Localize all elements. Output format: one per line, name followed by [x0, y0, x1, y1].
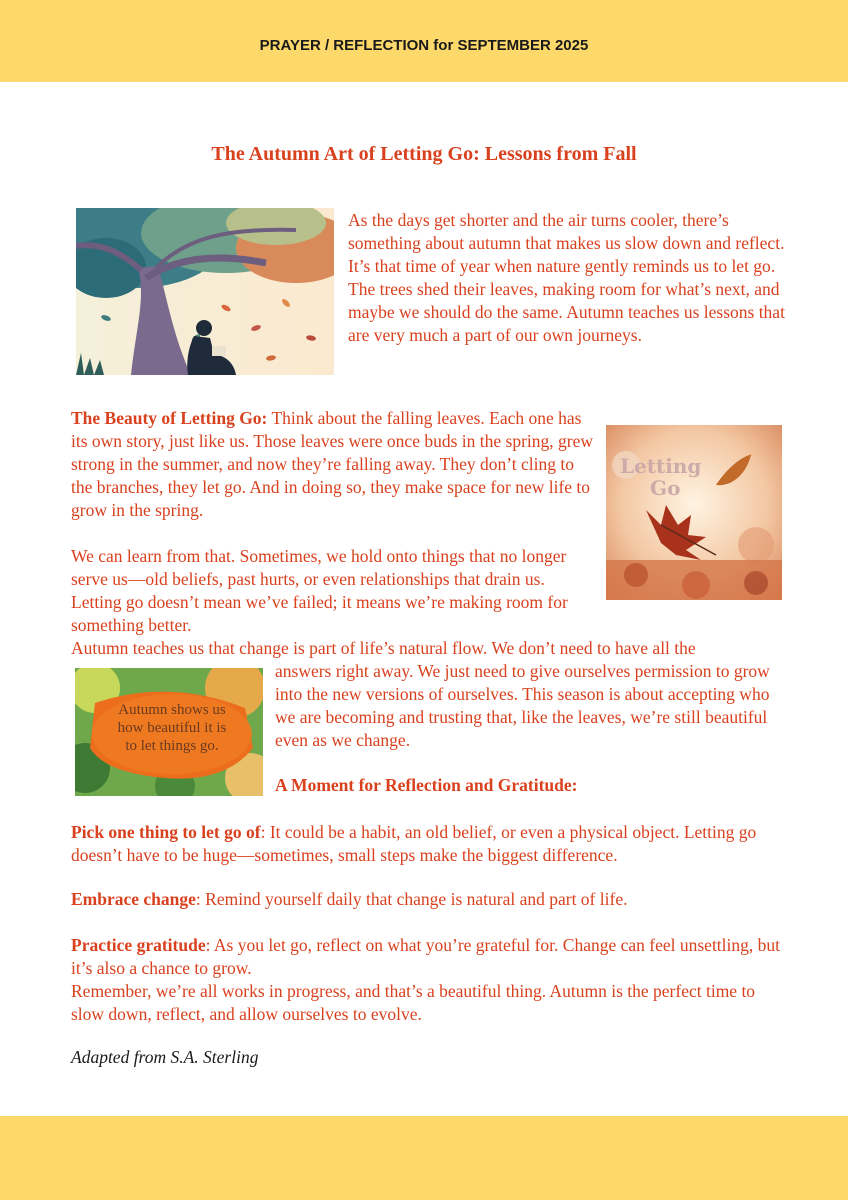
footer-band	[0, 1116, 848, 1200]
quote-line-2: how beautiful it is	[117, 720, 227, 736]
pick-heading: Pick one thing to let go of	[71, 822, 261, 842]
attribution: Adapted from S.A. Sterling	[71, 1047, 259, 1067]
gratitude-paragraph	[71, 934, 791, 980]
embrace-heading: Embrace change	[71, 889, 196, 909]
pick-text: : It could be a habit, an old belief, or even a physical object. Letting go doesn’t have to be huge—sometimes, small steps make the biggest difference.	[71, 822, 757, 865]
embrace-paragraph	[71, 888, 791, 911]
beauty-text: Think about the falling leaves. Each one has its own story, just like us. Those leaves were once buds in the spring, grew strong in the summer, and now they’re falling away. They don’t cling to the branches, they let go. And in doing so, they make space for new life to grow in the spring.	[71, 408, 593, 520]
quote-line-1: Autumn shows us	[118, 702, 226, 718]
change-paragraph: answers right away. We just need to give ourselves permission to grow into the new versions of ourselves. This season is about accepting who we are becoming and trusting that, like the leaves, we’re still beautiful even as we change.	[275, 661, 770, 750]
intro-paragraph: As the days get shorter and the air turns cooler, there’s something about autumn that makes us slow down and reflect. It’s that time of year when nature gently reminds us to let go. The trees shed their leaves, making room for what’s next, and maybe we should do the same. Autumn teaches us lessons that are very much a part of our own journeys.	[348, 210, 785, 345]
embrace-text: : Remind yourself daily that change is natural and part of life.	[195, 889, 628, 909]
letting-go-image	[606, 425, 782, 600]
change-line-1: Autumn teaches us that change is part of life’s natural flow. We don’t need to have all the	[71, 638, 696, 658]
letting-go-caption-1: Letting	[620, 454, 702, 478]
gratitude-heading: Practice gratitude	[71, 935, 206, 955]
header-title: PRAYER / REFLECTION for SEPTEMBER 2025	[259, 37, 589, 54]
beauty-heading: The Beauty of Letting Go:	[71, 408, 268, 428]
quote-image	[75, 668, 263, 796]
beauty-paragraph	[71, 407, 597, 522]
reflection-heading: A Moment for Reflection and Gratitude:	[275, 775, 578, 795]
gratitude-text: : As you let go, reflect on what you’re grateful for. Change can feel unsettling, but it’s also a chance to grow.	[71, 935, 781, 978]
letting-go-caption-2: Go	[650, 476, 681, 500]
closing-paragraph: Remember, we’re all works in progress, and that’s a beautiful thing. Autumn is the perfect time to slow down, reflect, and allow ourselves to evolve.	[71, 981, 756, 1024]
quote-line-3: to let things go.	[125, 738, 219, 754]
tree-illustration	[76, 208, 334, 375]
learn-paragraph: We can learn from that. Sometimes, we hold onto things that no longer serve us—old beliefs, past hurts, or even relationships that drain us. Letting go doesn’t mean we’ve failed; it means we’re making room for something better.	[71, 546, 568, 635]
article-title: The Autumn Art of Letting Go: Lessons from Fall	[211, 143, 637, 165]
header-band	[0, 0, 848, 82]
pick-paragraph	[71, 821, 791, 867]
